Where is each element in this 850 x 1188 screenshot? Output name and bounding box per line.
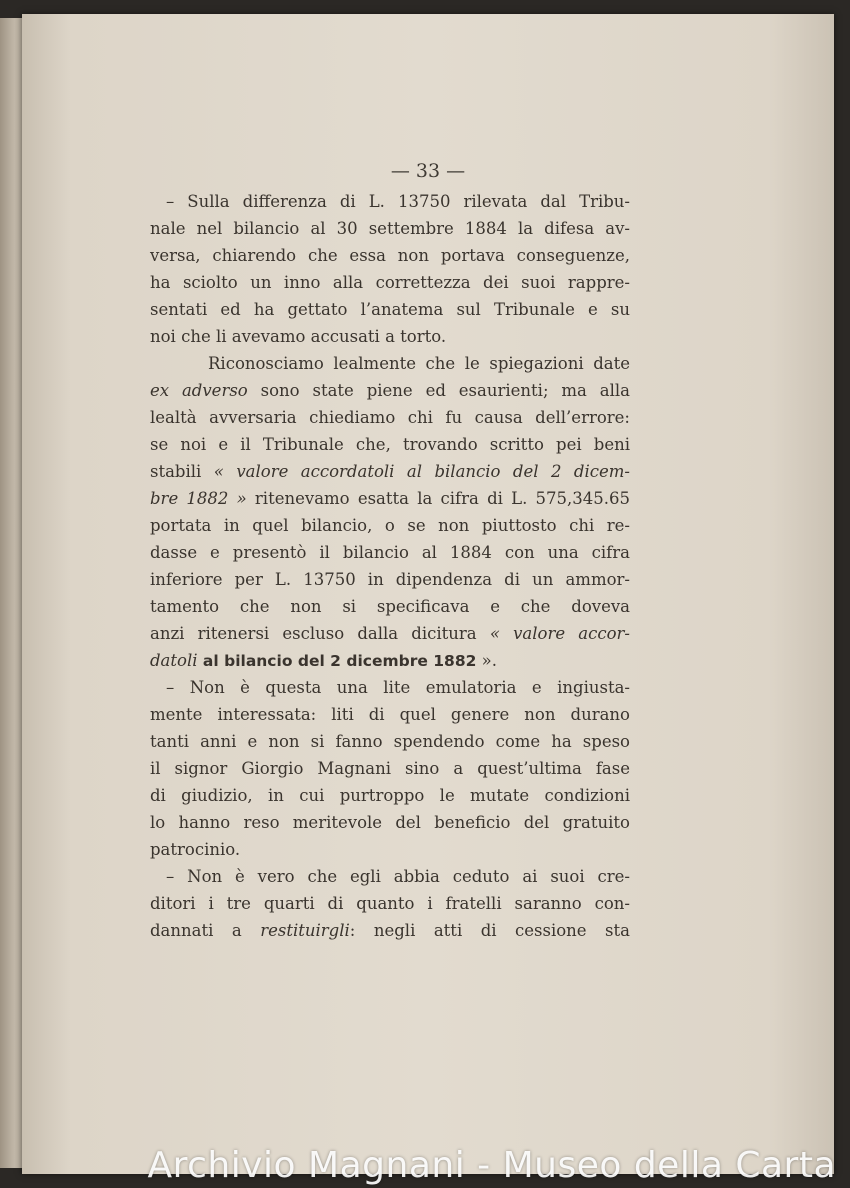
text-line: tamento che non si specificava e che doveva xyxy=(150,597,630,616)
text-line: nale nel bilancio al 30 settembre 1884 la difesa av- xyxy=(150,219,630,238)
text-line: ditori i tre quarti di quanto i fratelli saranno con- xyxy=(150,894,630,913)
text-run: sono state piene ed esaurienti; ma alla xyxy=(247,381,630,400)
text-run: anzi ritenersi escluso dalla dicitura xyxy=(150,624,490,643)
quoted-phrase: « valore accor- xyxy=(489,624,630,643)
text-line: tanti anni e non si fanno spendendo come ha speso xyxy=(150,732,630,751)
book-page xyxy=(22,14,834,1174)
text-line: dasse e presentò il bilancio al 1884 con una cifra xyxy=(150,543,630,562)
text-run: stabili xyxy=(150,462,214,481)
text-line xyxy=(150,917,630,944)
text-run: : negli atti di cessione sta xyxy=(349,921,630,940)
text-line: il signor Giorgio Magnani sino a quest’ultima fase xyxy=(150,759,630,778)
text-line xyxy=(150,647,630,674)
text-line: sentati ed ha gettato l’anatema sul Tribunale e su xyxy=(150,300,630,319)
text-line: portata in quel bilancio, o se non piuttosto chi re- xyxy=(150,516,630,535)
bold-phrase: al bilancio del 2 dicembre 1882 xyxy=(197,652,477,670)
italic-word: restituirgli xyxy=(260,921,350,940)
text-line xyxy=(150,458,630,485)
text-line: – Sulla differenza di L. 13750 rilevata dal Tribu- xyxy=(166,192,630,211)
latin-phrase: ex adverso xyxy=(150,381,248,400)
text-line: inferiore per L. 13750 in dipendenza di un ammor- xyxy=(150,570,630,589)
text-line: lealtà avversaria chiediamo chi fu causa dell’errore: xyxy=(150,408,630,427)
text-line: noi che li avevamo accusati a torto. xyxy=(150,327,447,346)
text-line: patrocinio. xyxy=(150,840,241,859)
text-line: versa, chiarendo che essa non portava conseguenze, xyxy=(150,246,630,265)
archive-watermark: Archivio Magnani - Museo della Carta xyxy=(147,1145,836,1186)
text-line xyxy=(150,620,630,647)
text-line: di giudizio, in cui purtroppo le mutate condizioni xyxy=(150,786,630,805)
text-run: ritenevamo esatta la cifra di L. 575,345.65 xyxy=(246,489,630,508)
quoted-phrase: « valore accordatoli al bilancio del 2 dicem- xyxy=(213,462,630,481)
text-line: Riconosciamo lealmente che le spiegazioni date xyxy=(208,354,630,373)
quoted-phrase: bre 1882 » xyxy=(150,489,247,508)
text-run: ». xyxy=(476,651,497,670)
quoted-phrase: datoli xyxy=(150,651,198,670)
text-line: ha sciolto un inno alla correttezza dei suoi rappre- xyxy=(150,273,630,292)
text-line: – Non è questa una lite emulatoria e ingiusta- xyxy=(166,678,630,697)
body-text xyxy=(150,188,630,944)
text-line xyxy=(150,377,630,404)
page-number: — 33 — xyxy=(390,160,466,182)
text-line: – Non è vero che egli abbia ceduto ai suoi cre- xyxy=(166,867,630,886)
text-line: lo hanno reso meritevole del beneficio del gratuito xyxy=(150,813,630,832)
text-run: dannati a xyxy=(150,921,261,940)
text-line xyxy=(150,485,630,512)
text-line: mente interessata: liti di quel genere non durano xyxy=(150,705,630,724)
text-line: se noi e il Tribunale che, trovando scritto pei beni xyxy=(150,435,630,454)
